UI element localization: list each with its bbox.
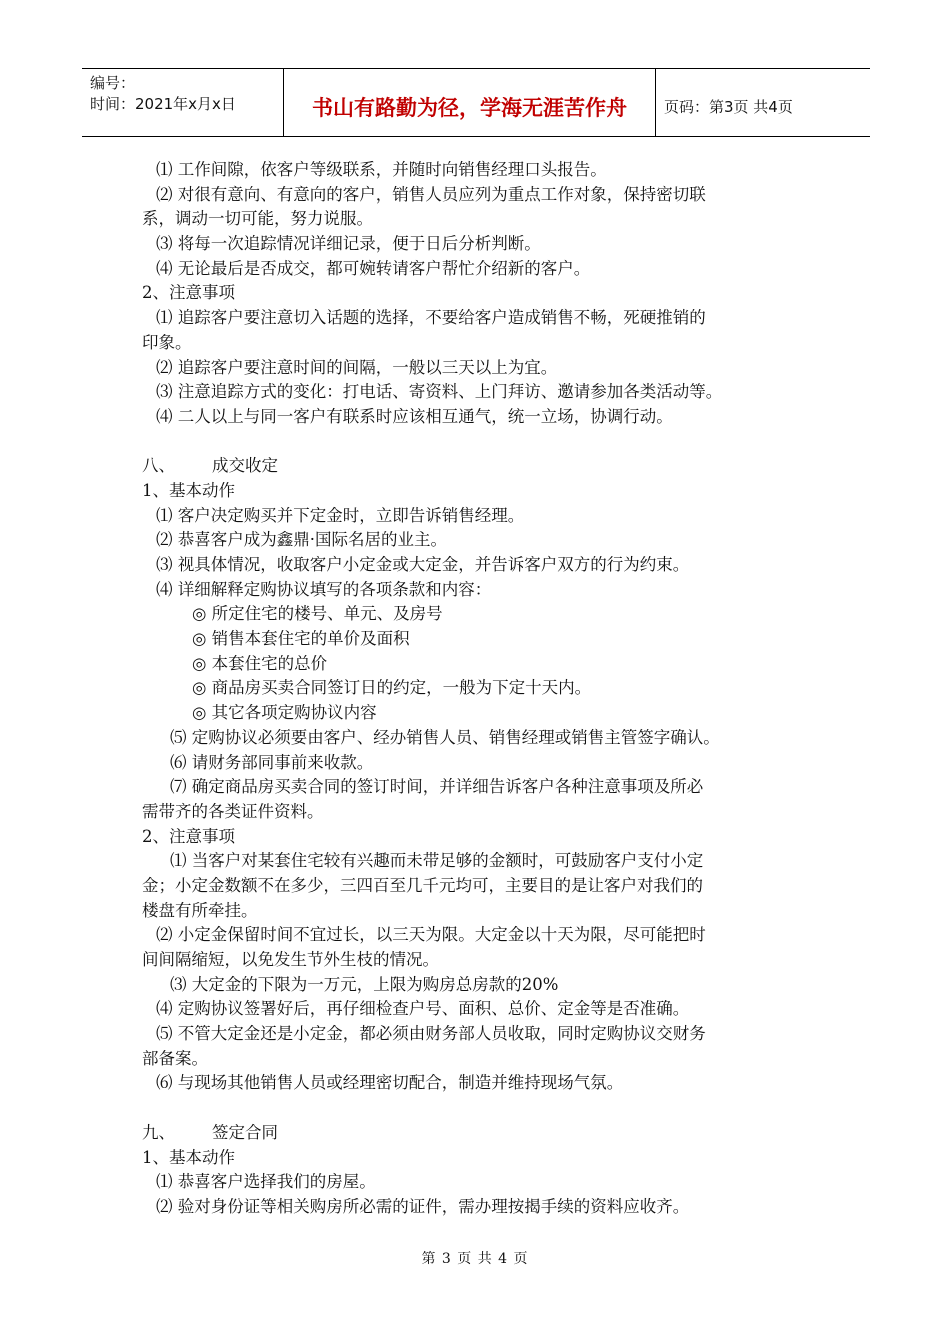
text-line: ⑴ 工作间隙，依客户等级联系，并随时向销售经理口头报告。: [156, 160, 607, 179]
section-number: 八、: [142, 456, 175, 476]
text-line: 金；小定金数额不在多少，三四百至几千元均可，主要目的是让客户对我们的: [142, 875, 703, 895]
text-line: ⑹ 请财务部同事前来收款。: [170, 752, 374, 772]
section-heading: [142, 1121, 822, 1146]
text-line: ⑴ 当客户对某套住宅较有兴趣而未带足够的金额时，可鼓励客户支付小定: [170, 851, 704, 871]
text-line: 印象。: [142, 332, 192, 352]
text-line: ⑹ 与现场其他销售人员或经理密切配合，制造并维持现场气氛。: [156, 1073, 624, 1093]
text-line: ⑵ 验对身份证等相关购房所必需的证件，需办理按揭手续的资料应收齐。: [156, 1196, 690, 1216]
text-line: ⑶ 视具体情况，收取客户小定金或大定金，并告诉客户双方的行为约束。: [156, 555, 690, 574]
text-line: ⑶ 大定金的下限为一万元，上限为购房总房款的20%: [170, 974, 559, 994]
text-line: ⑵ 恭喜客户成为鑫鼎·国际名居的业主。: [156, 530, 447, 550]
text-line: ⑺ 确定商品房买卖合同的签订时间，并详细告诉客户各种注意事项及所必: [170, 777, 704, 797]
blank-line: [142, 430, 822, 455]
header-meta: [82, 69, 284, 136]
text-line: ⑵ 追踪客户要注意时间的间隔，一般以三天以上为宜。: [156, 357, 558, 377]
header-page-info: 页码：第3页 共4页: [664, 98, 793, 116]
text-line: 1、基本动作: [142, 1147, 235, 1167]
text-line: ◎ 本套住宅的总价: [192, 653, 328, 673]
text-line: 1、基本动作: [142, 480, 235, 500]
section-number: 九、: [142, 1122, 175, 1142]
text-line: ⑴ 追踪客户要注意切入话题的选择，不要给客户造成销售不畅，死硬推销的: [156, 308, 706, 328]
text-line: ⑸ 定购协议必须要由客户、经办销售人员、销售经理或销售主管签字确认。: [170, 727, 720, 747]
text-line: 2、注意事项: [142, 826, 235, 846]
text-line: 2、注意事项: [142, 283, 235, 303]
blank-line: [142, 1096, 822, 1121]
text-line: ◎ 商品房买卖合同签订日的约定，一般为下定十天内。: [192, 678, 592, 698]
section-title: 签定合同: [212, 1122, 278, 1142]
text-line: 部备案。: [142, 1048, 208, 1068]
text-line: ⑷ 二人以上与同一客户有联系时应该相互通气，统一立场，协调行动。: [156, 406, 673, 426]
text-line: ⑴ 客户决定购买并下定金时，立即告诉销售经理。: [156, 505, 525, 525]
text-line: ⑴ 恭喜客户选择我们的房屋。: [156, 1172, 376, 1192]
page-header: [82, 68, 870, 137]
text-line: 系，调动一切可能，努力说服。: [142, 209, 373, 229]
serial-label: 编号：: [90, 74, 136, 92]
text-line: ⑶ 将每一次追踪情况详细记录，便于日后分析判断。: [156, 234, 541, 254]
section-heading: [142, 454, 822, 479]
section-title: 成交收定: [212, 456, 278, 476]
text-line: ⑵ 小定金保留时间不宜过长，以三天为限。大定金以十天为限，尽可能把时: [156, 925, 706, 945]
page-footer: 第 3 页 共 4 页: [421, 1251, 529, 1267]
text-line: ◎ 其它各项定购协议内容: [192, 703, 377, 723]
text-line: 需带齐的各类证件资料。: [142, 801, 324, 821]
text-line: ⑶ 注意追踪方式的变化：打电话、寄资料、上门拜访、邀请参加各类活动等。: [156, 382, 723, 402]
time-label: 时间：2021年x月x日: [90, 95, 236, 113]
text-line: ◎ 所定住宅的楼号、单元、及房号: [192, 604, 443, 624]
text-line: 楼盘有所牵挂。: [142, 900, 258, 920]
text-line: ⑷ 无论最后是否成交，都可婉转请客户帮忙介绍新的客户。: [156, 258, 591, 278]
document-body: [142, 158, 822, 1220]
text-line: ⑵ 对很有意向、有意向的客户，销售人员应列为重点工作对象，保持密切联: [156, 184, 706, 204]
text-line: ⑸ 不管大定金还是小定金，都必须由财务部人员收取，同时定购协议交财务: [156, 1024, 706, 1044]
text-line: 间间隔缩短，以免发生节外生枝的情况。: [142, 950, 439, 969]
header-motto: 书山有路勤为径，学海无涯苦作舟: [284, 69, 656, 136]
text-line: ⑷ 详细解释定购协议填写的各项条款和内容：: [156, 579, 492, 599]
text-line: ◎ 销售本套住宅的单价及面积: [192, 629, 410, 649]
text-line: ⑷ 定购协议签署好后，再仔细检查户号、面积、总价、定金等是否准确。: [156, 999, 690, 1019]
